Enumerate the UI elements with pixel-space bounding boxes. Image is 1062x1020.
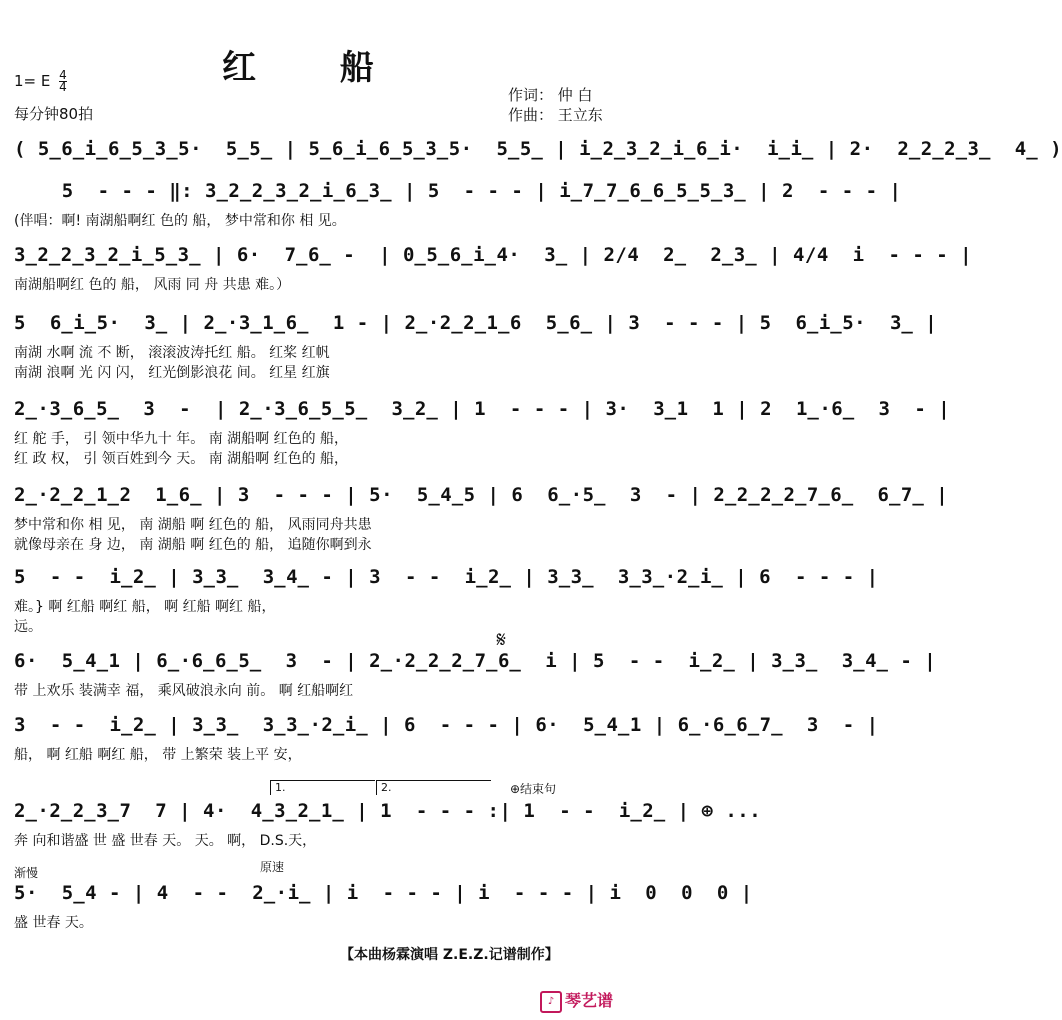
- lyric-line-verse-2: 南湖 浪啊 光 闪 闪， 红光倒影浪花 间。 红星 红旗: [14, 365, 330, 381]
- music-system-9: [14, 714, 879, 766]
- lyric-line-verse-1: 难。} 啊 红船 啊红 船， 啊 红船 啊红 船，: [14, 599, 276, 615]
- second-ending-bracket: 2.: [376, 780, 491, 795]
- coda-ending-label: ⊕结束句: [510, 782, 557, 796]
- music-system-8: [14, 628, 937, 702]
- notation-line: 2̲·2̲2̲3̲7 7 | 4· 4̲3̲2̲1̲ | 1 - - - :| 1 - - i̲2̲ | ⊕ ...: [14, 800, 762, 822]
- lyric-line: 船， 啊 红船 啊红 船， 带 上繁荣 装上平 安，: [14, 747, 302, 763]
- key-label: 1= E: [14, 72, 51, 90]
- notation-line: 5 - - i̲2̲ | 3̲3̲ 3̲4̲ - | 3 - - i̲2̲ | 3̲3̲ 3̲3̲·2̲i̲ | 6 - - - |: [14, 566, 879, 588]
- music-system-4: [14, 312, 938, 384]
- segno-mark: 𝄋: [496, 628, 506, 653]
- lyric-line: (伴唱：啊! 南湖船啊红 色的 船， 梦中常和你 相 见。: [14, 213, 346, 229]
- key-signature: [14, 70, 67, 93]
- music-system-2: [14, 180, 902, 232]
- lyric-line: 奔 向和谐盛 世 盛 世春 天。 天。 啊， D.S.天，: [14, 833, 317, 849]
- music-system-3: [14, 244, 973, 296]
- music-system-7: [14, 566, 879, 638]
- lyric-line-verse-1: 梦中常和你 相 见， 南 湖船 啊 红色的 船， 风雨同舟共患: [14, 517, 372, 533]
- music-system-11: [14, 860, 753, 934]
- notation-line: ( 5̲6̲i̲6̲5̲3̲5· 5̲5̲ | 5̲6̲i̲6̲5̲3̲5· 5̲5̲ | i̲2̲3̲2̲i̲6̲i· i̲i̲ | 2· 2̲2̲2̲3̲ 4̲ ): [14, 138, 1062, 160]
- notation-line: 5· 5̲4 - | 4 - - 2̲·i̲ | i - - - | i - - - | i 0 0 0 |: [14, 882, 753, 904]
- notation-line: 5 6̲i̲5· 3̲ | 2̲·3̲1̲6̲ 1 - | 2̲·2̲2̲1̲6 5̲6̲ | 3 - - - | 5 6̲i̲5· 3̲ |: [14, 312, 938, 334]
- lyric-line-verse-1: 红 舵 手， 引 领中华九十 年。 南 湖船啊 红色的 船，: [14, 431, 349, 447]
- logo-text: 琴艺谱: [565, 991, 614, 1010]
- notation-line: 6· 5̲4̲1 | 6̲·6̲6̲5̲ 3 - | 2̲·2̲2̲2̲7̲6̲ i | 5 - - i̲2̲ | 3̲3̲ 3̲4̲ - |: [14, 650, 937, 672]
- site-logo: [540, 988, 613, 1013]
- lyric-line-verse-2: 就像母亲在 身 边， 南 湖船 啊 红色的 船， 追随你啊到永: [14, 537, 372, 553]
- music-system-1: [14, 138, 1062, 168]
- time-signature-bottom: 4: [59, 80, 67, 94]
- notation-line: 2̲·2̲2̲1̲2 1̲6̲ | 3 - - - | 5· 5̲4̲5 | 6 6̲·5̲ 3 - | 2̲2̲2̲2̲7̲6̲ 6̲7̲ |: [14, 484, 949, 506]
- lyric-line: 带 上欢乐 装满幸 福， 乘风破浪永向 前。 啊 红船啊红: [14, 683, 354, 699]
- logo-icon: ♪: [540, 991, 562, 1013]
- song-title: 红 船: [222, 48, 410, 88]
- tempo-marking: 每分钟80拍: [14, 105, 94, 123]
- music-system-10: [14, 781, 762, 852]
- time-signature: [59, 70, 67, 93]
- notation-line: 3 - - i̲2̲ | 3̲3̲ 3̲3̲·2̲i̲ | 6 - - - | 6· 5̲4̲1 | 6̲·6̲6̲7̲ 3 - |: [14, 714, 879, 736]
- lyricist-credit: 作词： 仲 白: [508, 86, 593, 104]
- lyric-line: 南湖船啊红 色的 船， 风雨 同 舟 共患 难。）: [14, 277, 291, 293]
- music-system-6: [14, 484, 949, 556]
- composer-credit: 作曲： 王立东: [508, 106, 603, 124]
- music-system-5: [14, 398, 951, 470]
- time-signature-top: 4: [59, 68, 67, 82]
- lyric-line: 盛 世春 天。: [14, 915, 93, 931]
- lyric-line-verse-2: 红 政 权， 引 领百姓到今 天。 南 湖船啊 红色的 船，: [14, 451, 349, 467]
- notation-line: 2̲·3̲6̲5̲ 3 - | 2̲·3̲6̲5̲5̲ 3̲2̲ | 1 - - - | 3· 3̲1 1 | 2 1̲·6̲ 3 - |: [14, 398, 951, 420]
- performance-credit: 【本曲杨霖演唱 Z.E.Z.记谱制作】: [340, 947, 559, 963]
- a-tempo-mark: 原速: [260, 860, 285, 874]
- first-ending-bracket: 1.: [270, 780, 375, 795]
- ritardando-mark: 渐慢: [14, 866, 39, 880]
- notation-line: 5 - - - ‖: 3̲2̲2̲3̲2̲i̲6̲3̲ | 5 - - - | i̲7̲7̲6̲6̲5̲5̲3̲ | 2 - - - |: [14, 180, 902, 202]
- lyric-line-verse-2: 远。: [14, 619, 42, 635]
- lyric-line-verse-1: 南湖 水啊 流 不 断， 滚滚波涛托红 船。 红桨 红帆: [14, 345, 330, 361]
- notation-line: 3̲2̲2̲3̲2̲i̲5̲3̲ | 6· 7̲6̲ - | 0̲5̲6̲i̲4· 3̲ | 2/4 2̲ 2̲3̲ | 4/4 i - - - |: [14, 244, 973, 266]
